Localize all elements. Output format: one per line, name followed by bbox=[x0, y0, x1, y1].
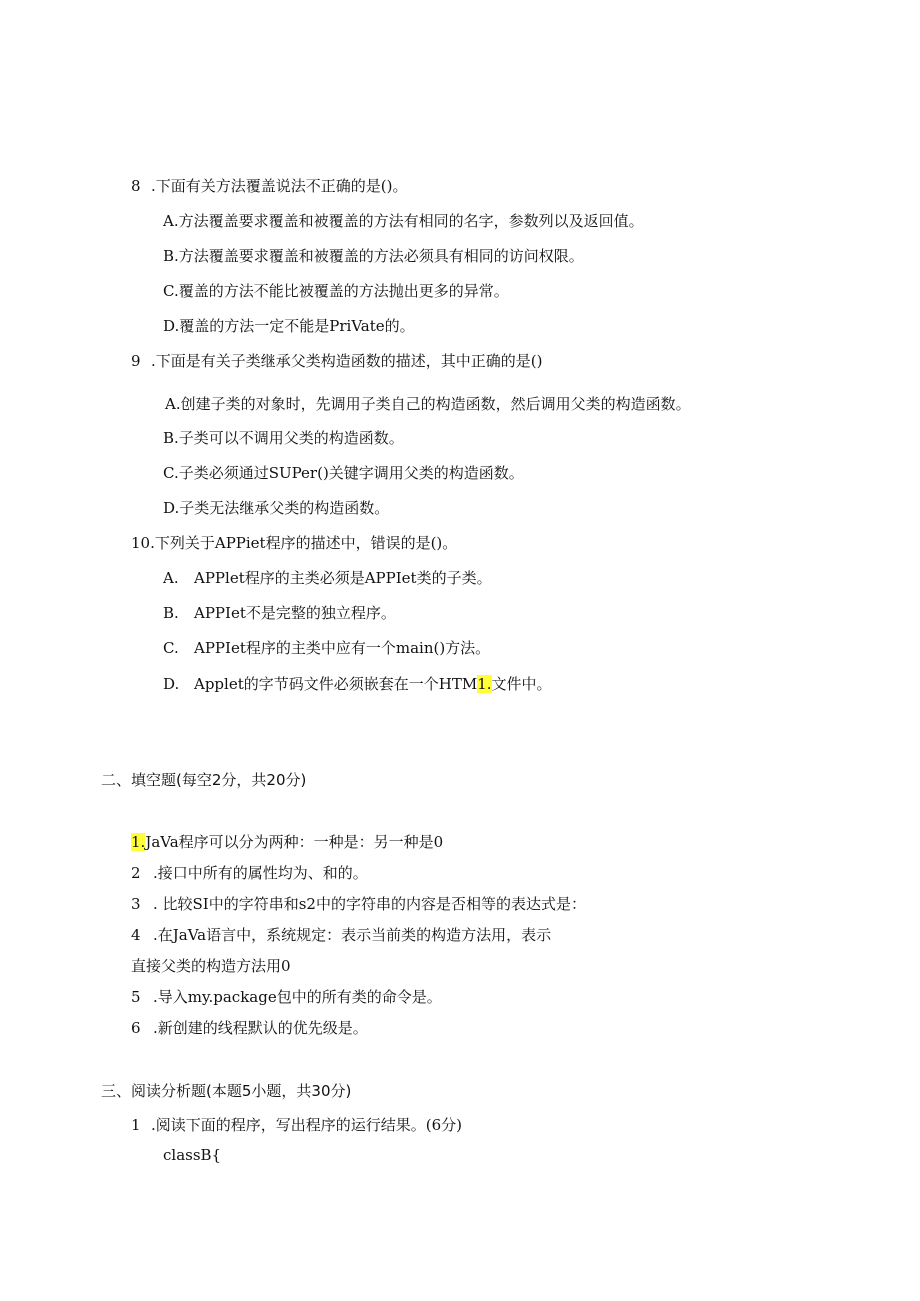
item-number: 2 bbox=[131, 864, 141, 882]
item-number: 3 bbox=[131, 895, 141, 913]
option-text-end: 文件中。 bbox=[491, 675, 552, 693]
fill-item-6 bbox=[131, 1018, 368, 1038]
fill-item-2 bbox=[131, 863, 368, 883]
question-10-stem: 10.下列关于APPiet程序的描述中，错误的是()。 bbox=[131, 534, 458, 552]
item-text: JaVa程序可以分为两种：一种是：另一种是0 bbox=[145, 833, 444, 851]
option-text: APPIet不是完整的独立程序。 bbox=[194, 604, 396, 622]
item-number: 1 bbox=[131, 1116, 141, 1134]
q8-option-c: C.覆盖的方法不能比被覆盖的方法抛出更多的异常。 bbox=[163, 282, 509, 300]
question-text: .下面有关方法覆盖说法不正确的是()。 bbox=[151, 177, 408, 195]
question-8-stem bbox=[131, 176, 407, 196]
question-text: .下面是有关子类继承父类构造函数的描述，其中正确的是() bbox=[151, 352, 543, 370]
q9-option-d: D.子类无法继承父类的构造函数。 bbox=[163, 499, 390, 517]
fill-item-4 bbox=[131, 925, 551, 945]
section-2-title: 二、填空题(每空2分，共20分) bbox=[101, 771, 307, 789]
item-text: .接口中所有的属性均为、和的。 bbox=[153, 864, 368, 882]
item-text: .在JaVa语言中，系统规定：表示当前类的构造方法用，表示 bbox=[153, 926, 552, 944]
option-letter: A. bbox=[163, 569, 179, 587]
q9-option-a: A.创建子类的对象时，先调用子类自己的构造函数，然后调用父类的构造函数。 bbox=[165, 395, 691, 413]
fill-item-4-continued: 直接父类的构造方法用0 bbox=[131, 957, 291, 975]
fill-item-5 bbox=[131, 987, 442, 1007]
option-letter: B. bbox=[163, 604, 179, 622]
option-letter: C. bbox=[163, 639, 179, 657]
item-text: .阅读下面的程序，写出程序的运行结果。(6分) bbox=[151, 1116, 463, 1134]
question-9-stem bbox=[131, 351, 542, 371]
q10-option-d bbox=[163, 674, 552, 694]
highlighted-text: 1. bbox=[131, 833, 146, 851]
reading-item-1 bbox=[131, 1115, 462, 1135]
fill-item-3 bbox=[131, 894, 586, 914]
question-number: 9 bbox=[131, 352, 141, 370]
option-text: APPIet程序的主类中应有一个main()方法。 bbox=[194, 639, 491, 657]
q10-option-c bbox=[163, 638, 490, 658]
option-letter: D. bbox=[163, 675, 180, 693]
q10-option-b bbox=[163, 603, 396, 623]
option-text: Applet的字节码文件必须嵌套在一个HTM bbox=[194, 675, 478, 693]
q8-option-d: D.覆盖的方法一定不能是PriVate的。 bbox=[163, 317, 415, 335]
section-3-title: 三、阅读分析题(本题5小题，共30分) bbox=[101, 1082, 352, 1100]
option-text: APPlet程序的主类必须是APPIet类的子类。 bbox=[194, 569, 492, 587]
question-number: 8 bbox=[131, 177, 141, 195]
q8-option-b: B.方法覆盖要求覆盖和被覆盖的方法必须具有相同的访问权限。 bbox=[163, 247, 584, 265]
item-text: . 比较SI中的字符串和s2中的字符串的内容是否相等的表达式是： bbox=[153, 895, 586, 913]
code-line: classB{ bbox=[163, 1146, 222, 1164]
q9-option-b: B.子类可以不调用父类的构造函数。 bbox=[163, 429, 404, 447]
item-text: .导入my.package包中的所有类的命令是。 bbox=[153, 988, 442, 1006]
item-number: 4 bbox=[131, 926, 141, 944]
q8-option-a: A.方法覆盖要求覆盖和被覆盖的方法有相同的名字，参数列以及返回值。 bbox=[163, 212, 644, 230]
highlighted-text: 1. bbox=[477, 675, 492, 693]
item-text: .新创建的线程默认的优先级是。 bbox=[153, 1019, 368, 1037]
q10-option-a bbox=[163, 568, 492, 588]
item-number: 5 bbox=[131, 988, 141, 1006]
q9-option-c: C.子类必须通过SUPer()关键字调用父类的构造函数。 bbox=[163, 464, 524, 482]
fill-item-1 bbox=[131, 832, 443, 852]
item-number: 6 bbox=[131, 1019, 141, 1037]
